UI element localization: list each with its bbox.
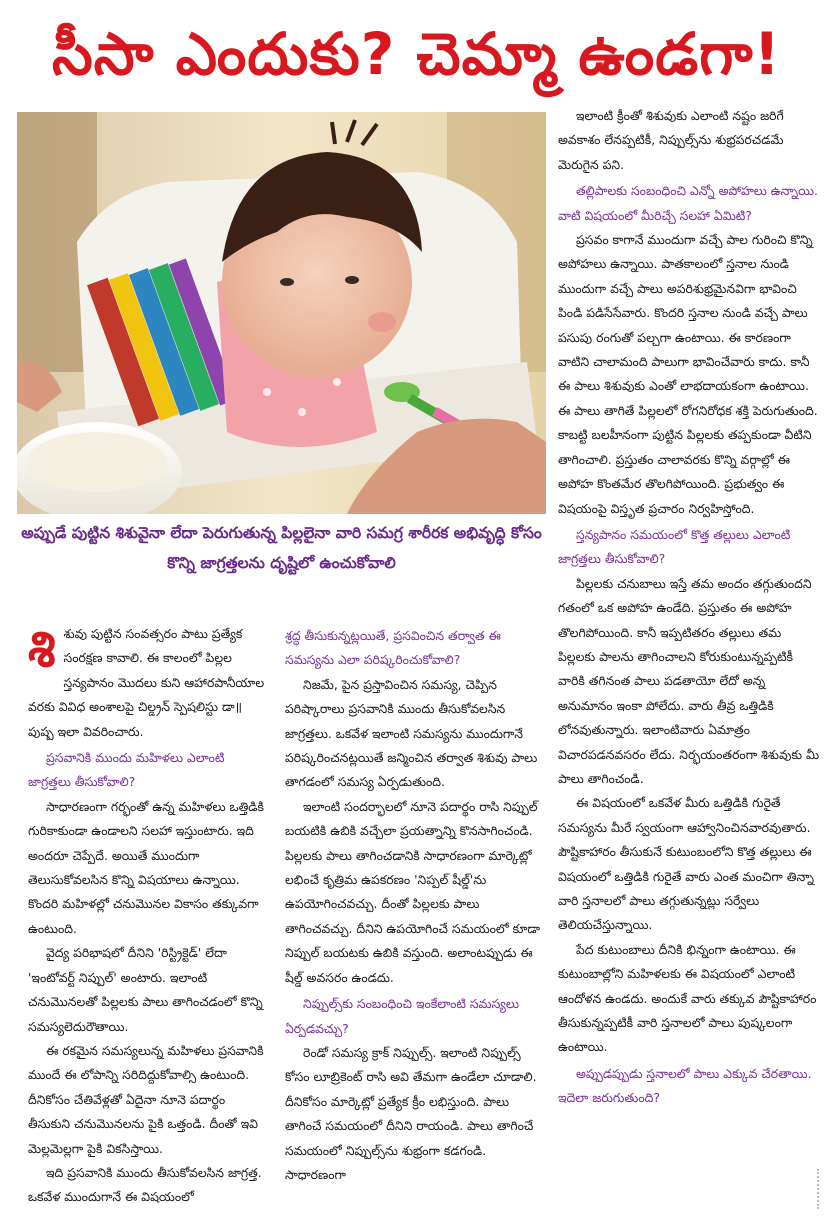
body-paragraph: పేద కుటుంబాలు దీనికి భిన్నంగా ఉంటాయి. ఈ కుటుంబాల్లోని మహిళలకు ఈ విషయంలో ఎలాంటి ఆందోళన ఉండదు. అందుకే వారు తక్కువ పౌష్టికాహారం తీసుకున్నప్పటికీ వారి స్తనాలలో పాలు పుష్కలంగా ఉంటాయి.	[558, 941, 817, 1055]
body-paragraph: సాధారణంగా గర్భంతో ఉన్న మహిళలు ఒత్తిడికి గురికాకుండా ఉండాలని సలహా ఇస్తుంటారు. ఇది అందరూ చెప్పేదే. అయితే ముందుగా తెలుసుకోవలసిన కొన్ని విషయాలు ఉన్నాయి. కొందరి మహిళల్లో చనుమొనల వికాసం తక్కువగా ఉంటుంది.	[28, 798, 264, 936]
article-column-3	[558, 104, 820, 1111]
article-column-1	[28, 622, 271, 1210]
body-paragraph: ఇలాంటి సందర్భాలలో నూనె పదార్థం రాసి నిప్పుల్ బయటికి ఉబికి వచ్చేలా ప్రయత్నాన్ని కొనసాగించండి. పిల్లలకు పాలు తాగించడానికి సాధారణంగా మార్కెట్లో లభించే కృత్రిమ ఉపకరణం 'నిప్పల్ షీల్డ్'ను ఉపయోగించవచ్చు. దీంతో పిల్లలకు పాలు తాగించవచ్చు. దీనిని ఉపయోగించే సమయంలో కూడా నిప్పుల్ బయటకు ఉబికి వస్తుంది. అలాంటప్పుడు ఈ షీల్డ్ అవసరం ఉండదు.	[285, 798, 540, 985]
question-heading: ప్రసవానికి ముందు మహిళలు ఎలాంటి జాగ్రత్తలు తీసుకోవాలి?	[28, 750, 225, 790]
question-heading: అప్పుడప్పుడు స్తనాలలో పాలు ఎక్కువ చేరతాయి. ఇదెలా జరుగుతుంది?	[558, 1065, 812, 1106]
body-paragraph: ఈ రకమైన సమస్యలున్న మహిళలు ప్రసవానికి ముందే ఈ లోపాన్ని సరిదిద్దుకోవాల్సి ఉంటుంది. దీనికోసం చేతివేళ్లతో ఏదైనా నూనె పదార్థం తీసుకుని చనుమొనలను పైకి ఒత్తండి. దీంతో ఇవి మెల్లమెల్లగా పైకి వికసిస్తాయి.	[28, 1042, 264, 1156]
baby-feeding-photo	[17, 112, 546, 514]
body-paragraph: నిజమే, పైన ప్రస్తావించిన సమస్య, చెప్పిన పరిష్కారాలు ప్రసవానికి ముందు తీసుకోవలసిన జాగ్రత్తలు. ఒకవేళ ఇలాంటి సమస్యను ముందుగానే పరిష్కరించనట్లయితే జన్మించిన తర్వాత శిశువు పాలు తాగడంలో సమస్య ఏర్పడుతుంది.	[285, 676, 538, 790]
body-paragraph: వైద్య పరిభాషలో దీనిని 'రిస్ట్రిక్టెడ్' లేదా 'ఇంటోవర్ట్ నిప్పుల్' అంటారు. ఇలాంటి చనుమొనలతో పిల్లలకు పాలు తాగించడంలో కొన్ని సమస్యలెదురౌతాయి.	[28, 945, 263, 1034]
question-heading: నిప్పుల్స్‌కు సంబంధించి ఇంకేలాంటి సమస్యలు ఏర్పడవచ్చు?	[285, 996, 519, 1036]
body-paragraph: రెండో సమస్య క్రాక్ నిప్పుల్స్. ఇలాంటి నిప్పుల్స్ కోసం లూబ్రికెంట్ రాసి అవి తేమగా ఉండేలా చూడాలి. దీనికోసం మార్కెట్లో ప్రత్యేక క్రీం లభిస్తుంది. పాలు తాగించే సమయంలో దీనిని రాయండి. పాలు తాగించే సమయంలో నిప్పుల్స్‌ను శుభ్రంగా కడగండి. సాధారణంగా	[285, 1044, 537, 1182]
body-paragraph: ఇది ప్రసవానికి ముందు తీసుకోవలసిన జాగ్రత్త. ఒకవేళ ముందుగానే ఈ విషయంలో	[28, 1164, 262, 1205]
body-paragraph: ప్రసవం కాగానే ముందుగా వచ్చే పాల గురించి కొన్ని అపోహలు ఉన్నాయి. పాతకాలంలో స్తనాల నుండి ముందుగా వచ్చే పాలు అపరిశుభ్రమైనవిగా భావించి పిండి పడిసేసేవారు. కొందరి స్తనాల నుండి వచ్చే పాలు పసుపు రంగుతో పల్చగా ఉంటాయి. ఈ కారణంగా వాటిని చాలామంది పాలుగా భావించేవారు కాదు. కానీ ఈ పాలు శిశువుకు ఎంతో లాభదాయకంగా ఉంటాయి. ఈ పాలు తాగితే పిల్లలలో రోగనిరోధక శక్తి పెరుగుతుంది. కాబట్టి బలహీనంగా పుట్టిన పిల్లలకు తప్పకుండా వీటిని తాగించాలి. ప్రస్తుతం చాలావరకు కొన్ని వర్గాల్లో ఈ అపోహ కొంతమేర తొలగిపోయింది. ప్రభుత్వం ఈ విషయంపై విస్తృత ప్రచారం నిర్వహిస్తోంది.	[558, 232, 818, 516]
photo-caption: అప్పుడే పుట్టిన శిశువైనా లేదా పెరుగుతున్న పిల్లలైనా వారి సమగ్ర శారీరక అభివృద్ధి కోసం కొన్ని జాగ్రత్తలను దృష్టిలో ఉంచుకోవాలి	[21, 524, 542, 572]
drop-cap: శి	[28, 620, 56, 678]
article-column-2	[285, 622, 543, 1187]
headline: సీసా ఎందుకు? చెమ్మా ఉండగా!	[51, 20, 781, 88]
question-heading: శ్రద్ధ తీసుకున్నట్లయితే, ప్రసవించిన తర్వాత ఈ సమస్యను ఎలా పరిష్కరించుకోవాలి?	[285, 628, 501, 668]
body-paragraph: పిల్లలకు చనుబాలు ఇస్తే తమ అందం తగ్గుతుందని గతంలో ఒక అపోహ ఉండేది. ప్రస్తుతం ఈ అపోహ తొలగిపోయింది. కానీ ఇప్పటితరం తల్లులు తమ పిల్లలకు పాలను తాగించాలని కోరుకుంటున్నప్పటికీ వారికి తగినంత పాలు పడతాయో లేదో అన్న అనుమానం ఇంకా పోలేదు. వారు తీవ్ర ఒత్తిడికి లోనవుతున్నారు. ఇలాంటివారు ఏమాత్రం విచారపడనవసరం లేదు. నిర్భయంతరంగా శిశువుకు మీ పాలు తాగించండి.	[558, 575, 820, 786]
question-heading: స్తన్యపానం సమయంలో కొత్త తల్లులు ఎలాంటి జాగ్రత్తలు తీసుకోవాలి?	[558, 526, 791, 567]
question-heading: తల్లిపాలకు సంబంధించి ఎన్నో అపోహలు ఉన్నాయి. వాటి విషయంలో మీరిచ్చే సలహా ఏమిటి?	[558, 183, 818, 223]
body-paragraph: ఈ విషయంలో ఒకవేళ మీరు ఒత్తిడికి గురైతే సమస్యను మీరే స్వయంగా ఆహ్వానించినవారవుతారు. పౌష్టికాహారం తీసుకునే కుటుంబంలోని కొత్త తల్లులు ఈ విషయంలో ఒత్తిడికి గురైతే వారు ఎంత మంచిగా తిన్నా వారి స్తనాలలో పాలు తగ్గుతున్నట్లు సర్వేలు తెలియచేస్తున్నాయి.	[558, 795, 814, 933]
body-paragraph: ఇలాంటి క్రీంతో శిశువుకు ఎలాంటి నష్టం జరిగే అవకాశం లేనప్పటికీ, నిప్పుల్స్‌ను శుభ్రపరచడమే మెరుగైన పని.	[558, 108, 784, 172]
intro-paragraph: శువు పుట్టిన సంవత్సరం పాటు ప్రత్యేక సంరక్షణ కావాలి. ఈ కాలంలో పిల్లల స్తన్యపానం మొదలు కుని ఆహారపానీయాల వరకు వివిధ అంశాలపై చిల్డ్రన్ స్పెషలిస్టు డా॥ పుష్ప ఇలా వివరించారు.	[28, 626, 265, 739]
page-edge-mark	[809, 1169, 819, 1209]
